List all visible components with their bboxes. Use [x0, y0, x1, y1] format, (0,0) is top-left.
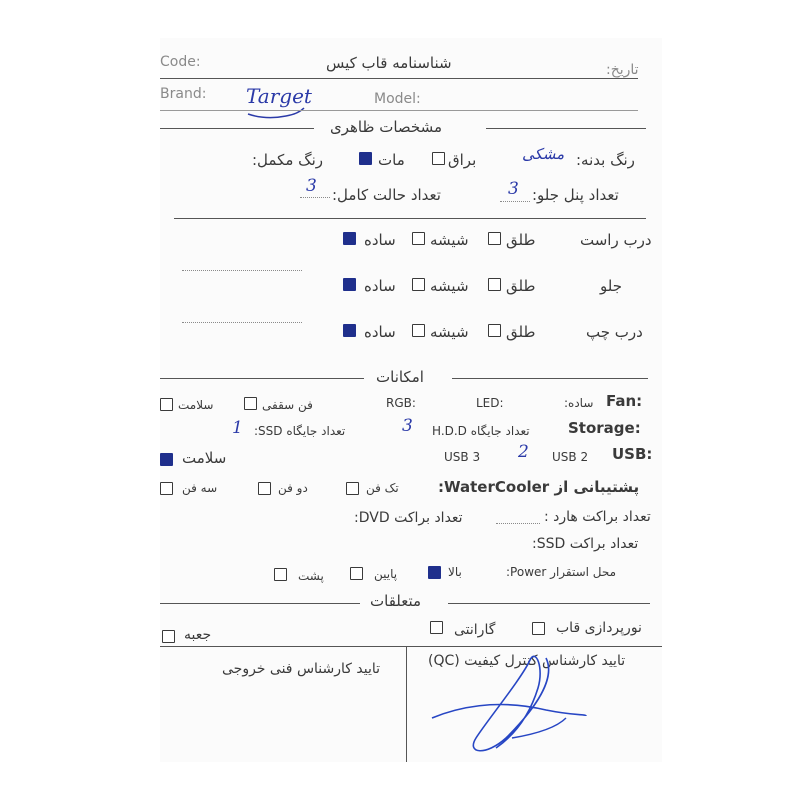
door-label: درب راست	[580, 231, 652, 249]
front-panel-blank	[500, 201, 530, 202]
door-opt-plastic-checkbox[interactable]	[488, 324, 501, 337]
wc-three-fan-checkbox[interactable]	[160, 482, 173, 495]
brand-label: Brand:	[160, 86, 207, 102]
door-opt-glass-checkbox[interactable]	[412, 278, 425, 291]
code-label: Code:	[160, 54, 201, 70]
power-back-checkbox[interactable]	[274, 568, 287, 581]
glossy-checkbox[interactable]	[432, 152, 445, 165]
door-opt-plastic-label: طلق	[506, 323, 536, 341]
warranty-checkbox[interactable]	[430, 621, 443, 634]
front-panel-label: تعداد پنل جلو:	[532, 186, 619, 204]
lighting-checkbox[interactable]	[532, 622, 545, 635]
features-rule-left	[160, 378, 364, 379]
ssd-bays-label: تعداد جایگاه SSD:	[254, 424, 346, 438]
brand-value[interactable]: Target	[246, 84, 312, 108]
door-opt-plastic-label: طلق	[506, 231, 536, 249]
qc-signature-mark	[426, 638, 596, 758]
warranty-label: گارانتی	[454, 622, 496, 638]
hdd-bays-value[interactable]: 3	[402, 416, 413, 436]
door-opt-glass-label: شیشه	[430, 231, 469, 249]
door-opt-simple-label: ساده	[364, 231, 396, 249]
door-opt-plastic-checkbox[interactable]	[488, 232, 501, 245]
fan-led-label: LED:	[476, 396, 504, 410]
ssd-bracket-label: تعداد براکت SSD:	[532, 536, 639, 552]
usb-label: USB:	[612, 445, 653, 463]
door-opt-simple-label: ساده	[364, 323, 396, 341]
fan-label: Fan:	[606, 392, 643, 410]
brand-underline-squiggle	[246, 106, 306, 122]
usb3-label: USB 3	[444, 450, 481, 464]
wc-two-fan-label: دو فن	[278, 481, 308, 495]
tech-approval-label: تایید کارشناس فنی خروجی	[222, 661, 381, 677]
body-color-label: رنگ بدنه:	[576, 151, 635, 169]
complement-color-label: رنگ مکمل:	[252, 151, 324, 169]
ssd-bays-value[interactable]: 1	[232, 418, 243, 438]
usb-healthy-checkbox[interactable]	[160, 453, 173, 466]
header-divider	[160, 78, 638, 79]
qc-approval-label: تایید کارشناس کنترل کیفیت (QC)	[428, 653, 626, 669]
door-opt-plastic-checkbox[interactable]	[488, 278, 501, 291]
hdd-bracket-label: تعداد براکت هارد :	[544, 509, 651, 525]
usb-healthy-label: سلامت	[182, 449, 227, 467]
power-bottom-label: پایین	[374, 567, 398, 581]
door-blank-2	[182, 322, 302, 323]
full-mode-value[interactable]: 3	[306, 176, 317, 196]
fan-healthy-checkbox[interactable]	[160, 398, 173, 411]
accessories-rule-right	[448, 603, 650, 604]
case-id-form	[160, 38, 662, 762]
front-panel-value[interactable]: 3	[508, 179, 519, 199]
usb2-value[interactable]: 2	[518, 442, 529, 462]
body-color-value[interactable]: مشکی	[522, 145, 565, 163]
wc-three-fan-label: سه فن	[182, 481, 218, 495]
usb2-label: USB 2	[552, 450, 589, 464]
matte-label: مات	[378, 151, 405, 169]
box-label: جعبه	[184, 627, 212, 643]
dvd-bracket-label: تعداد براکت DVD:	[354, 510, 463, 526]
door-opt-simple-label: ساده	[364, 277, 396, 295]
hdd-bays-label: تعداد جایگاه H.D.D	[432, 424, 530, 438]
power-top-checkbox[interactable]	[428, 566, 441, 579]
date-label: تاریخ:	[606, 62, 639, 78]
doors-top-divider	[174, 218, 646, 219]
power-location-label: محل استقرار Power:	[506, 565, 617, 579]
wc-two-fan-checkbox[interactable]	[258, 482, 271, 495]
power-top-label: بالا	[448, 565, 462, 579]
accessories-rule-left	[160, 603, 360, 604]
appearance-rule-left	[160, 128, 314, 129]
features-rule-right	[452, 378, 648, 379]
brand-row-divider	[160, 110, 638, 111]
fan-healthy-label: سلامت	[178, 398, 214, 412]
door-blank-1	[182, 270, 302, 271]
glossy-label: براق	[448, 151, 477, 169]
storage-label: Storage:	[568, 419, 641, 437]
fan-rgb-label: RGB:	[386, 396, 416, 410]
fan-simple-label: ساده:	[564, 396, 594, 410]
hdd-bracket-blank	[496, 523, 540, 524]
fan-ceiling-checkbox[interactable]	[244, 397, 257, 410]
door-label: جلو	[600, 277, 622, 295]
door-opt-glass-label: شیشه	[430, 323, 469, 341]
model-label: Model:	[374, 91, 421, 107]
features-title: امکانات	[376, 368, 424, 386]
watercooler-label: پشتیبانی از WaterCooler:	[438, 478, 640, 496]
wc-one-fan-checkbox[interactable]	[346, 482, 359, 495]
door-opt-simple-checkbox[interactable]	[343, 278, 356, 291]
door-label: درب چپ	[586, 323, 643, 341]
door-opt-simple-checkbox[interactable]	[343, 324, 356, 337]
full-mode-blank	[300, 197, 330, 198]
door-opt-plastic-label: طلق	[506, 277, 536, 295]
power-back-label: پشت	[298, 569, 324, 583]
matte-checkbox[interactable]	[359, 152, 372, 165]
power-bottom-checkbox[interactable]	[350, 567, 363, 580]
door-opt-glass-checkbox[interactable]	[412, 324, 425, 337]
accessories-title: متعلقات	[370, 592, 422, 610]
form-title: شناسنامه قاب کیس	[326, 54, 452, 72]
fan-ceiling-label: فن سقفی	[262, 398, 313, 412]
wc-one-fan-label: تک فن	[366, 481, 399, 495]
approval-column-divider	[406, 646, 407, 762]
box-checkbox[interactable]	[162, 630, 175, 643]
door-opt-glass-label: شیشه	[430, 277, 469, 295]
door-opt-glass-checkbox[interactable]	[412, 232, 425, 245]
appearance-title: مشخصات ظاهری	[330, 118, 443, 136]
full-mode-label: تعداد حالت کامل:	[332, 186, 441, 204]
lighting-label: نورپردازی قاب	[556, 620, 642, 636]
door-opt-simple-checkbox[interactable]	[343, 232, 356, 245]
appearance-rule-right	[486, 128, 646, 129]
